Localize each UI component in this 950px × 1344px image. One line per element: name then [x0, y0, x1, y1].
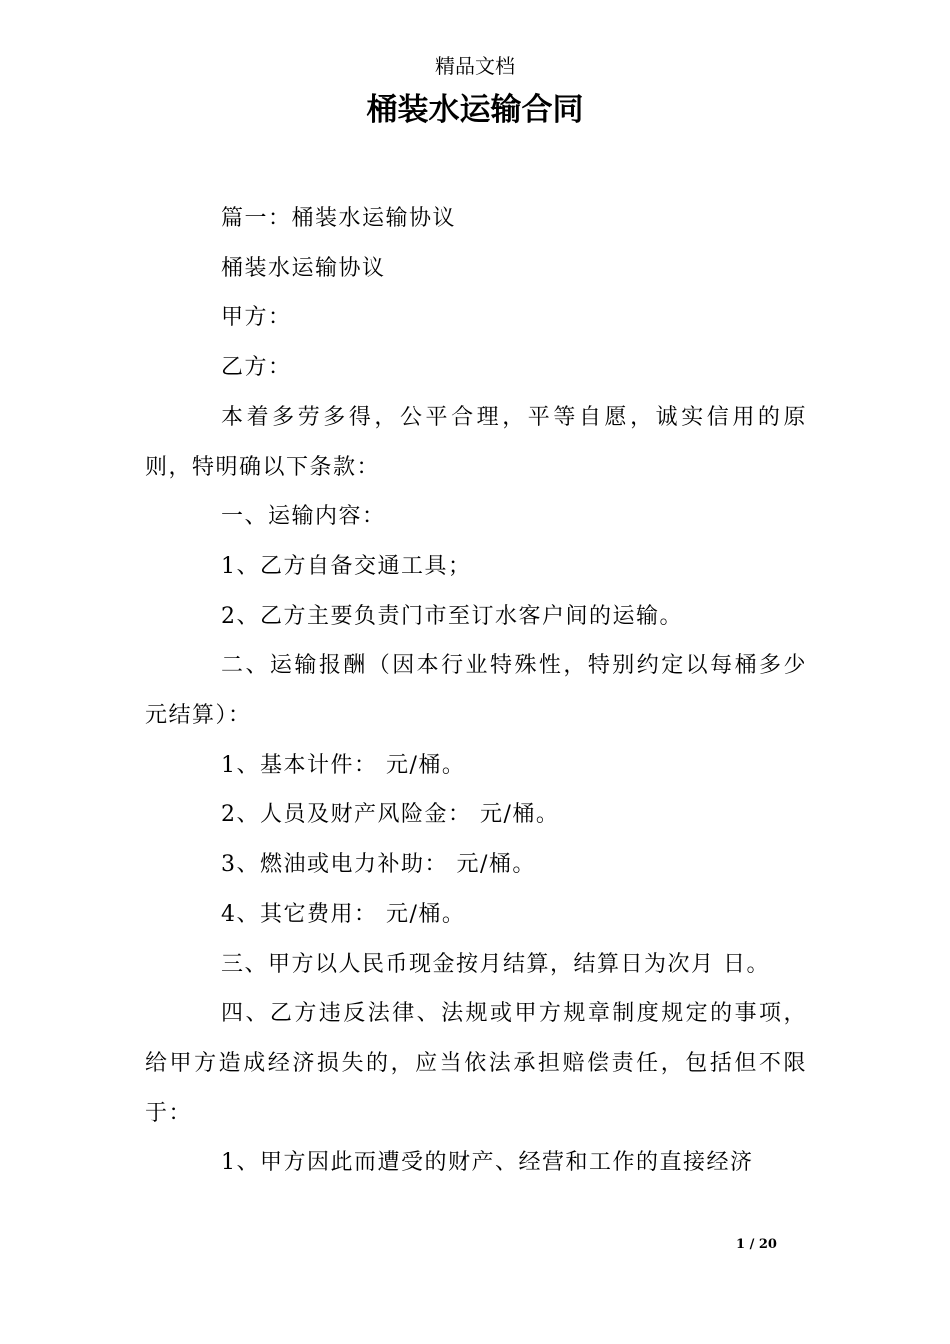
paragraph: 甲方：	[221, 305, 292, 331]
paragraph: 2、乙方主要负责门市至订水客户间的运输。	[221, 603, 683, 629]
page-header: 精品文档	[435, 54, 515, 78]
paragraph: 一、运输内容：	[221, 504, 386, 530]
document-body	[145, 194, 807, 1188]
paragraph: 1、乙方自备交通工具；	[221, 553, 472, 579]
page-number: 1 / 20	[736, 1237, 777, 1252]
paragraph: 四、乙方违反法律、法规或甲方规章制度规定的事项，给甲方造成经济损失的，应当依法承担赔偿责任，包括但不限于：	[145, 1001, 807, 1126]
paragraph: 3、燃油或电力补助： 元/桶。	[221, 852, 536, 878]
document-title: 桶装水运输合同	[366, 92, 584, 128]
paragraph: 2、人员及财产风险金： 元/桶。	[221, 802, 560, 828]
paragraph: 乙方：	[221, 355, 292, 381]
paragraph: 三、甲方以人民币现金按月结算，结算日为次月 日。	[221, 951, 770, 977]
paragraph: 4、其它费用： 元/桶。	[221, 901, 466, 927]
paragraph: 桶装水运输协议	[221, 255, 386, 281]
paragraph: 二、运输报酬（因本行业特殊性，特别约定以每桶多少元结算）：	[145, 653, 807, 729]
paragraph: 本着多劳多得，公平合理，平等自愿，诚实信用的原则，特明确以下条款：	[145, 404, 807, 480]
paragraph: 篇一：桶装水运输协议	[221, 206, 457, 231]
paragraph: 1、甲方因此而遭受的财产、经营和工作的直接经济	[221, 1150, 754, 1176]
paragraph: 1、基本计件： 元/桶。	[221, 752, 466, 778]
